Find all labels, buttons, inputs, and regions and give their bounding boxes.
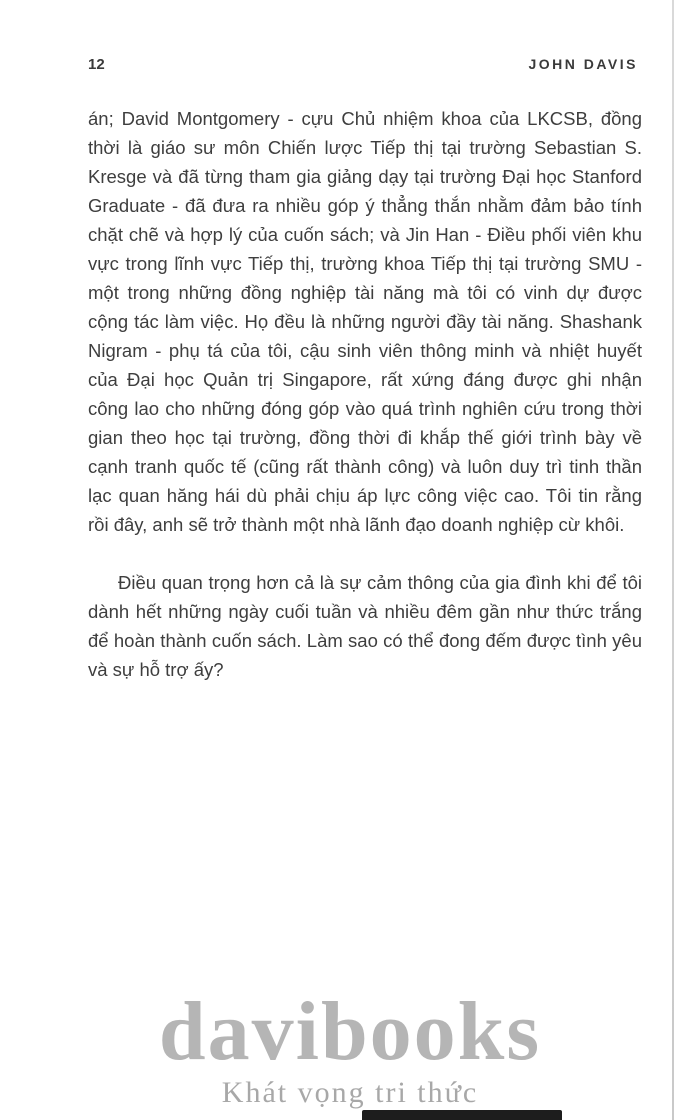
paragraph-acknowledgements: án; David Montgomery - cựu Chủ nhiệm khoa của LKCSB, đồng thời là giáo sư môn Chiến lược Tiếp thị tại trường Sebastian S. Kresge và đã từng tham gia giảng dạy tại trường Đại học Stanford Graduate - đã đưa ra nhiều góp ý thẳng thắn nhằm đảm bảo tính chặt chẽ và hợp lý của cuốn sách; và Jin Han - Điều phối viên khu vực trong lĩnh vực Tiếp thị, trường khoa Tiếp thị tại trường SMU - một trong những đồng nghiệp tài năng mà tôi có vinh dự được cộng tác làm việc. Họ đều là những người đầy tài năng. Shashank Nigram - phụ tá của tôi, cậu sinh viên thông minh và nhiệt huyết của Đại học Quản trị Singapore, rất xứng đáng được ghi nhận công lao cho những đóng góp vào quá trình nghiên cứu trong thời gian theo học tại trường, đồng thời đi khắp thế giới trình bày về cạnh tranh quốc tế (cũng rất thành công) và luôn duy trì tinh thần lạc quan hăng hái dù phải chịu áp lực công việc cao. Tôi tin rằng rồi đây, anh sẽ trở thành một nhà lãnh đạo doanh nghiệp cừ khôi.: [88, 108, 642, 535]
page-edge-line: [672, 0, 674, 1120]
running-header-author: JOHN DAVIS: [528, 56, 638, 72]
paragraph-family-thanks: Điều quan trọng hơn cả là sự cảm thông của gia đình khi để tôi dành hết những ngày cuối tuần và nhiều đêm gần như thức trắng để hoàn thành cuốn sách. Làm sao có thể đong đếm được tình yêu và sự hỗ trợ ấy?: [88, 572, 642, 680]
scan-artifact-bar: [362, 1110, 562, 1120]
page-header: [88, 56, 638, 73]
watermark-slogan: Khát vọng tri thức: [221, 1076, 479, 1109]
watermark-logo-text: davibooks: [158, 985, 542, 1078]
page-number: 12: [88, 56, 105, 73]
body-text: [88, 104, 642, 684]
